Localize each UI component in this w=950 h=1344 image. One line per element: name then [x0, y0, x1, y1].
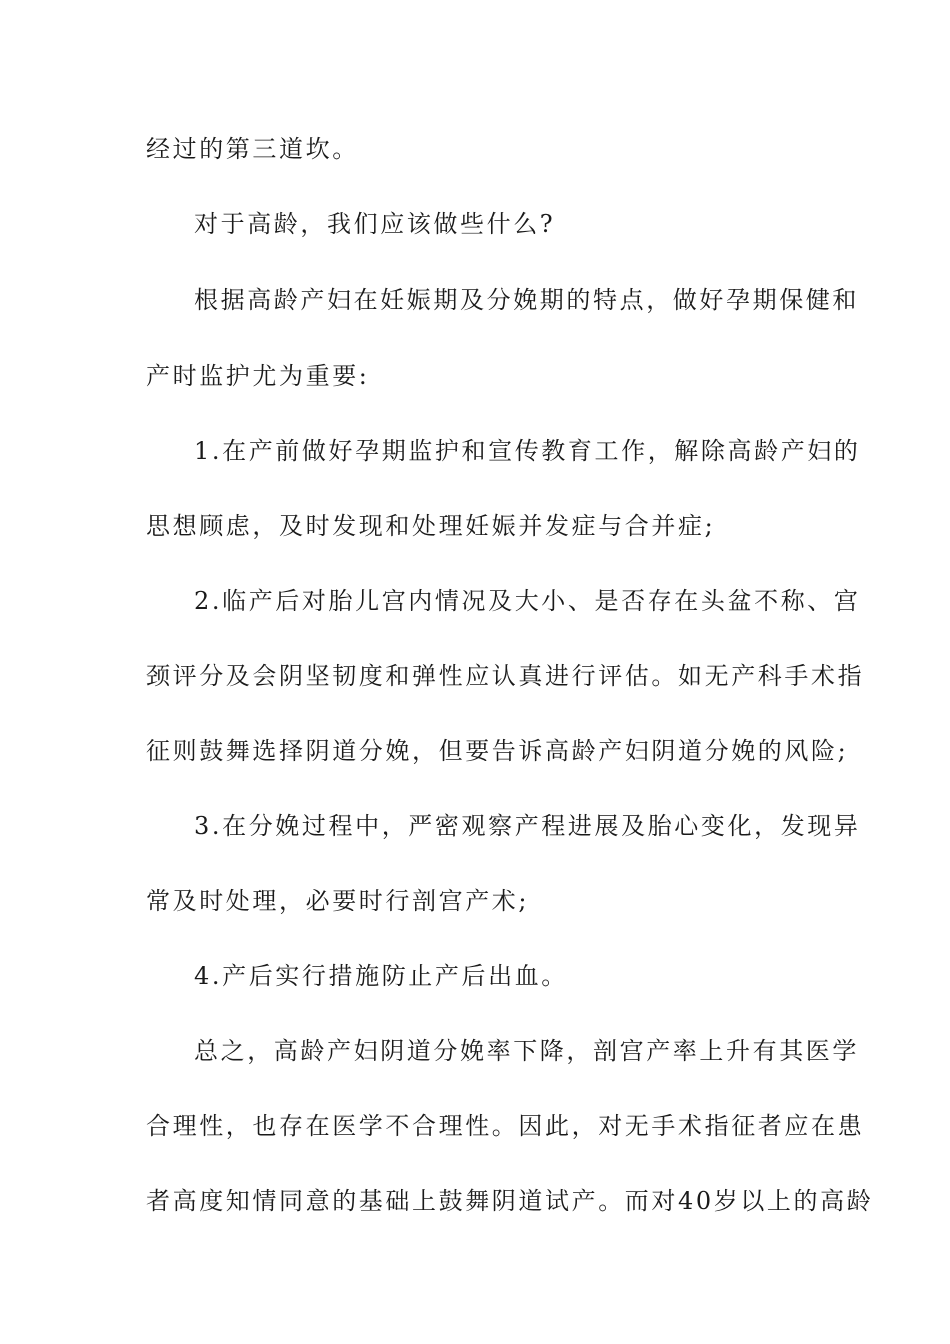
text-line: 思想顾虑，及时发现和处理妊娠并发症与合并症;	[146, 512, 716, 540]
text-line: 根据高龄产妇在妊娠期及分娩期的特点，做好孕期保健和	[194, 286, 859, 314]
text-line: 产时监护尤为重要:	[146, 362, 370, 390]
text-line: 对于高龄，我们应该做些什么?	[194, 210, 556, 238]
text-line: 合理性，也存在医学不合理性。因此，对无手术指征者应在患	[146, 1112, 865, 1140]
text-line: 颈评分及会阴坚韧度和弹性应认真进行评估。如无产科手术指	[146, 662, 865, 690]
text-line: 2.临产后对胎儿宫内情况及大小、是否存在头盆不称、宫	[194, 587, 861, 615]
text-line: 1.在产前做好孕期监护和宣传教育工作，解除高龄产妇的	[194, 437, 861, 465]
text-line: 征则鼓舞选择阴道分娩，但要告诉高龄产妇阴道分娩的风险;	[146, 737, 849, 765]
text-line: 总之，高龄产妇阴道分娩率下降，剖宫产率上升有其医学	[194, 1037, 859, 1065]
text-line: 经过的第三道坎。	[146, 135, 359, 163]
text-line: 者高度知情同意的基础上鼓舞阴道试产。而对40岁以上的高龄	[146, 1187, 874, 1215]
text-line: 3.在分娩过程中，严密观察产程进展及胎心变化，发现异	[194, 812, 861, 840]
text-line: 常及时处理，必要时行剖宫产术;	[146, 887, 530, 915]
text-line: 4.产后实行措施防止产后出血。	[194, 962, 568, 990]
